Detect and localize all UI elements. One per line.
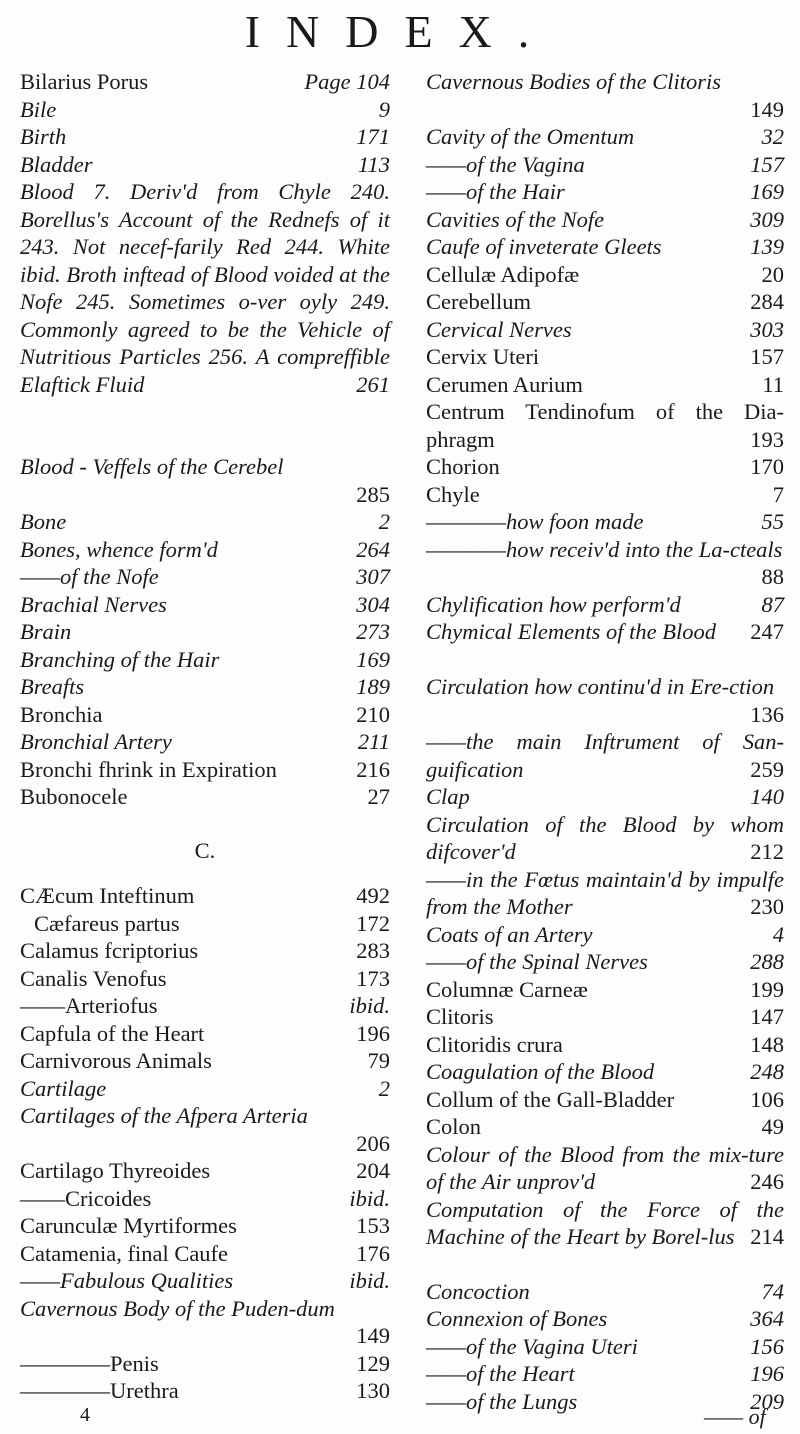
index-entry: 149 (356, 1323, 390, 1348)
section-heading-c: C. (194, 837, 216, 863)
index-entry: CÆcum Inteftinum 492 (20, 883, 390, 908)
index-entry: ——of the Spinal Nerves 288 (426, 949, 784, 974)
index-entry: ——in the Fœtus maintain'd by impulfe from the Mother 230 (426, 866, 784, 919)
index-entry: Cellulæ Adipofæ 20 (426, 261, 784, 287)
index-entry: Concoction 74 (426, 1278, 784, 1304)
index-entry: Chyle 7 (426, 481, 784, 507)
index-entry: 149 (750, 96, 784, 122)
index-entry: Collum of the Gall-Bladder 106 (426, 1086, 784, 1112)
index-entry: Cavernous Body of the Puden-dum (20, 1295, 335, 1321)
index-entry: Bronchial Artery 211 (20, 729, 390, 754)
index-entry: Cavities of the Nofe 309 (426, 206, 784, 232)
page-header: INDEX. (244, 6, 556, 57)
index-entry: Bronchi fhrink in Expiration 216 (20, 756, 390, 782)
index-entry: 206 (356, 1130, 390, 1156)
index-entry: Carnivorous Animals 79 (20, 1048, 390, 1073)
index-entry: Cavity of the Omentum 32 (426, 124, 784, 149)
index-entry: Branching of the Hair 169 (20, 646, 390, 672)
index-entry: Cartilago Thyreoides 204 (20, 1158, 390, 1183)
index-entry: Calamus fcriptorius 283 (20, 938, 390, 963)
index-entry: Colon 49 (426, 1114, 784, 1139)
index-entry: Cervix Uteri 157 (426, 344, 784, 369)
index-entry: Bile 9 (20, 96, 390, 122)
index-entry: Chylification how perform'd 87 (426, 591, 784, 617)
index-entry: Clap 140 (426, 784, 784, 809)
index-entry: ——Fabulous Qualities ibid. (20, 1268, 390, 1293)
index-entry: Chorion 170 (426, 454, 784, 479)
index-entry: Capfula of the Heart 196 (20, 1020, 390, 1046)
index-entry: Circulation of the Blood by whom difcover'd 212 (426, 811, 784, 864)
index-entry: Computation of the Force of the Machine of the Heart by Borel-lus 214 (426, 1196, 784, 1249)
index-entry: Blood - Veffels of the Cerebel (20, 454, 284, 479)
index-entry: Coats of an Artery 4 (426, 921, 784, 947)
index-entry: ——of the Vagina 157 (426, 151, 784, 177)
index-entry: Breafts 189 (20, 674, 390, 699)
index-entry: ——of the Heart 196 (426, 1361, 784, 1386)
index-entry: Clitoris 147 (426, 1004, 784, 1029)
index-entry: Connexion of Bones 364 (426, 1306, 784, 1331)
index-entry: Bronchia 210 (20, 701, 390, 727)
right-column (426, 68, 784, 1415)
index-entry: Brachial Nerves 304 (20, 591, 390, 617)
index-entry: ——of the Hair 169 (426, 179, 784, 204)
index-entry: Cerumen Aurium 11 (426, 371, 784, 397)
index-entry: Canalis Venofus 173 (20, 965, 390, 991)
index-entry: Cartilages of the Afpera Arteria (20, 1103, 308, 1128)
index-entry: Clitoridis crura 148 (426, 1031, 784, 1057)
index-entry: ——Arteriofus ibid. (20, 993, 390, 1018)
signature-mark: 4 (80, 1404, 90, 1426)
index-entry: Brain 273 (20, 619, 390, 644)
index-entry: Bilarius Porus Page 104 (20, 69, 390, 94)
index-entry: ————Urethra 130 (20, 1378, 390, 1403)
index-entry: Bones, whence form'd 264 (20, 536, 390, 562)
index-entry: Cartilage 2 (20, 1075, 390, 1101)
index-entry: ——of the Nofe 307 (20, 564, 390, 589)
index-entry: Caufe of inveterate Gleets 139 (426, 234, 784, 259)
catchword: —— of (704, 1404, 766, 1429)
index-entry: Bone 2 (20, 509, 390, 534)
index-entry: Bubonocele 27 (20, 784, 390, 809)
index-entry: ——Cricoides ibid. (20, 1185, 390, 1211)
index-entry: Cavernous Bodies of the Clitoris (426, 69, 721, 94)
index-entry: Carunculæ Myrtiformes 153 (20, 1213, 390, 1238)
index-entry: ——of the Lungs 209 (426, 1388, 784, 1414)
index-entry: ————how receiv'd into the La-cteals 88 (426, 536, 784, 589)
index-entry: Chymical Elements of the Blood 247 (426, 619, 784, 644)
index-entry: Cervical Nerves 303 (426, 316, 784, 342)
index-entry: ————Penis 129 (20, 1350, 390, 1376)
index-entry: Catamenia, final Caufe 176 (20, 1240, 390, 1266)
left-column (20, 68, 390, 1405)
index-entry: Birth 171 (20, 124, 390, 149)
index-entry: Circulation how continu'd in Ere-ction 136 (426, 674, 784, 727)
index-entry: ————how foon made 55 (426, 509, 784, 534)
index-entry: ——the main Inftrument of San-guification 259 (426, 729, 784, 782)
index-entry: Bladder 113 (20, 151, 390, 177)
index-entry: Colour of the Blood from the mix-ture of the Air unprov'd 246 (426, 1141, 784, 1194)
index-entry: Blood 7. Deriv'd from Chyle 240. Borellus's Account of the Rednefs of it 243. Not necef-farily Red 244. White ibid. Broth inftead of Blood voided at the Nofe 245. Sometimes o-ver oyly 249. Commonly agreed to be the Vehicle of Nutritious Particles 256. A compreffible Elaftick Fluid 261 (20, 179, 390, 397)
index-entry: Cerebellum 284 (426, 289, 784, 314)
index-entry: Columnæ Carneæ 199 (426, 976, 784, 1002)
index-entry: Cæfareus partus 172 (34, 910, 390, 936)
index-entry: ——of the Vagina Uteri 156 (426, 1333, 784, 1359)
index-entry: Coagulation of the Blood 248 (426, 1059, 784, 1084)
index-entry: 285 (356, 481, 390, 507)
index-entry: Centrum Tendinofum of the Dia-phragm 193 (426, 399, 784, 452)
